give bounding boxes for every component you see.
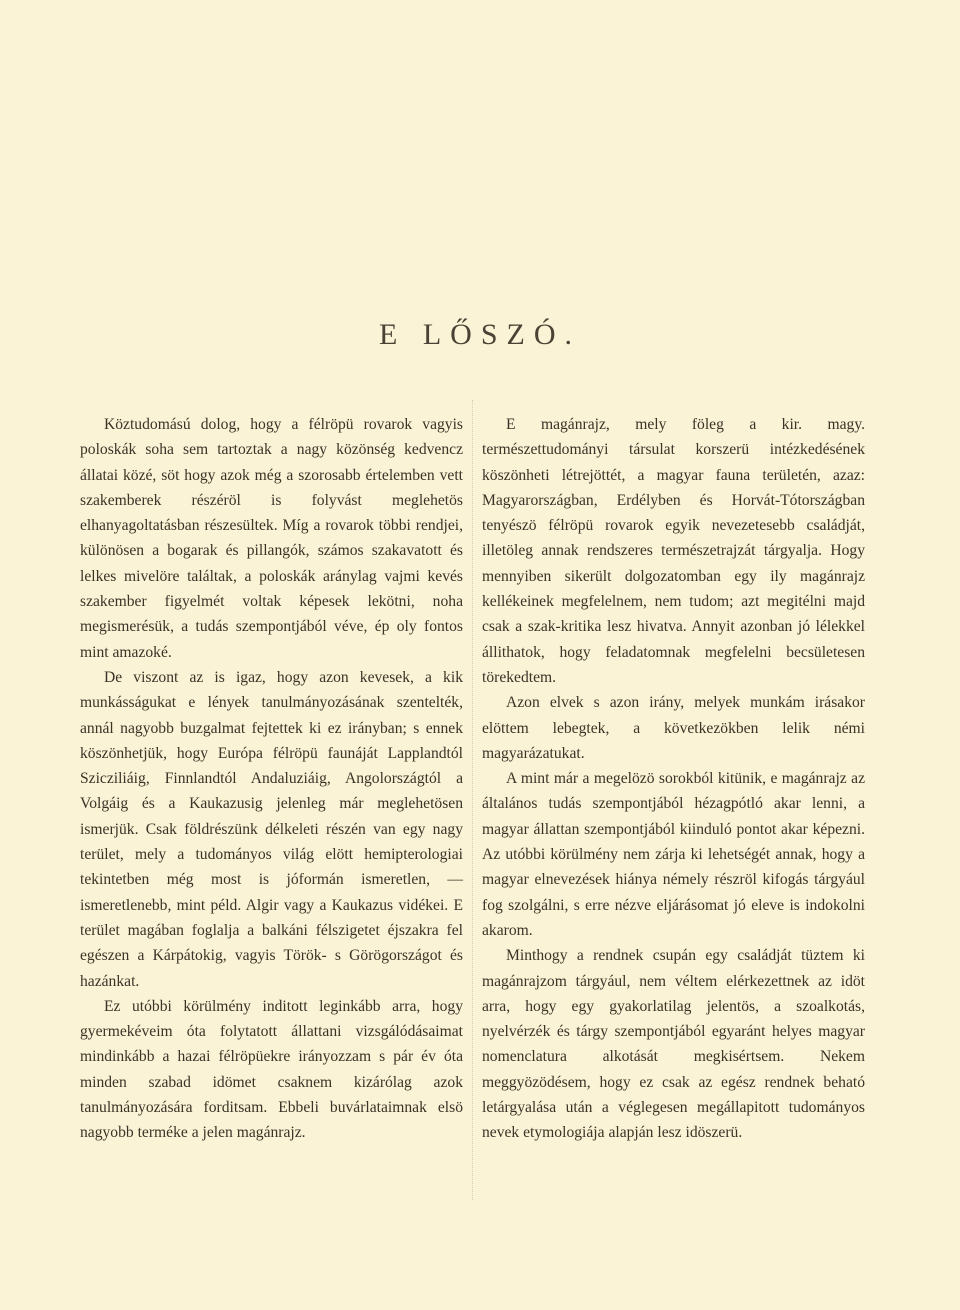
paragraph: A mint már a megelözö sorokból kitünik, e magánrajz az általános tudás szempontjából hézagpótló akar lenni, a magyar állattan szempontjából kiinduló pontot akar képezni. Az utóbbi körülmény nem zárja ki lehetségét annak, hogy a magyar elnevezések hiánya némely részröl kifogás tárgyául fog szolgálni, s erre nézve eljárásomat jó eleve is indokolni akarom. <box>482 770 865 939</box>
column-divider <box>472 400 473 1200</box>
paragraph: De viszont az is igaz, hogy azon kevesek, a kik munkásságukat e lények tanulmányozásának szentelték, annál nagyobb buzgalmat fejtettek ki ez irányban; s ennek köszönhetjük, hogy Európa félröpü faunáját Lapplandtól Szicziliáig, Finnlandtól Andaluziáig, Angolországtól a Volgáig és a Kaukazusig jelenleg már meglehetösen ismerjük. Csak földrészünk délkeleti részén van egy nagy terület, mely a tudományos világ elött hemipterologiai tekintetben még most is jóformán ismeretlen, — ismeretlenebb, mint péld. Algir vagy a Kaukazus vidékei. E terület magában foglalja a balkáni félszigetet éjszakra fel egészen a Kárpátokig, vagyis Török- s Görögországot és hazánkat. <box>80 668 463 990</box>
left-column <box>80 412 463 1146</box>
right-column <box>482 412 865 1146</box>
paragraph: Azon elvek s azon irány, melyek munkám irásakor elöttem lebegtek, a következökben lelik némi magyarázatukat. <box>482 694 865 762</box>
paragraph: E magánrajz, mely föleg a kir. magy. természettudományi társulat korszerü intézkedésének köszönheti létrejöttét, a magyar fauna területén, azaz: Magyarországban, Erdélyben és Horvát-Tótországban tenyészö félröpü rovarok egyik nevezetesebb családját, illetöleg annak rendszeres természetrajzát tárgyalja. Hogy mennyiben sikerült dolgozatomban egy ily magánrajz kellékeinek megfelelnem, nem tudom; azt megitélni majd csak a szak-kritika lesz hivatva. Annyit azonban jó lélekkel állithatok, hogy feladatomnak megfelelni becsületesen törekedtem. <box>482 416 865 686</box>
paragraph: Köztudomású dolog, hogy a félröpü rovarok vagyis poloskák soha sem tartoztak a nagy közönség kedvencz állatai közé, söt hogy azok még a szorosabb értelemben vett szakemberek részéröl is folyvást meglehetös elhanyagoltatásban részesültek. Míg a rovarok többi rendjei, különösen a bogarak és pillangók, számos szakavatott és lelkes mivelöre találtak, a poloskák aránylag vajmi kevés szakember figyelmét voltak képesek lekötni, noha megismerésük, a tudás szempontjából véve, ép oly fontos mint amazoké. <box>80 416 463 661</box>
paragraph: Ez utóbbi körülmény inditott leginkább arra, hogy gyermekéveim óta folytatott állattani vizsgálódásaimat mindinkább a hazai félröpüekre irányozzam s pár év óta minden szabad idömet csaknem kizárólag azok tanulmányozására forditsam. Ebbeli buvárlataimnak elsö nagyobb terméke a jelen magánrajz. <box>80 997 463 1142</box>
page-title: E LŐSZÓ. <box>379 318 581 351</box>
paragraph: Minthogy a rendnek csupán egy családját tüztem ki magánrajzom tárgyául, nem véltem elérkezettnek az idöt arra, hogy egy gyakorlatilag jelentös, a szoalkotás, nyelvérzék és tárgy szempontjából egyaránt helyes magyar nomenclatura alkotását megkisértsem. Nekem meggyözödésem, hogy ez csak az egész rendnek beható letárgyalása után a véglegesen megállapitott tudományos nevek etymologiája alapján lesz idöszerü. <box>482 947 865 1142</box>
